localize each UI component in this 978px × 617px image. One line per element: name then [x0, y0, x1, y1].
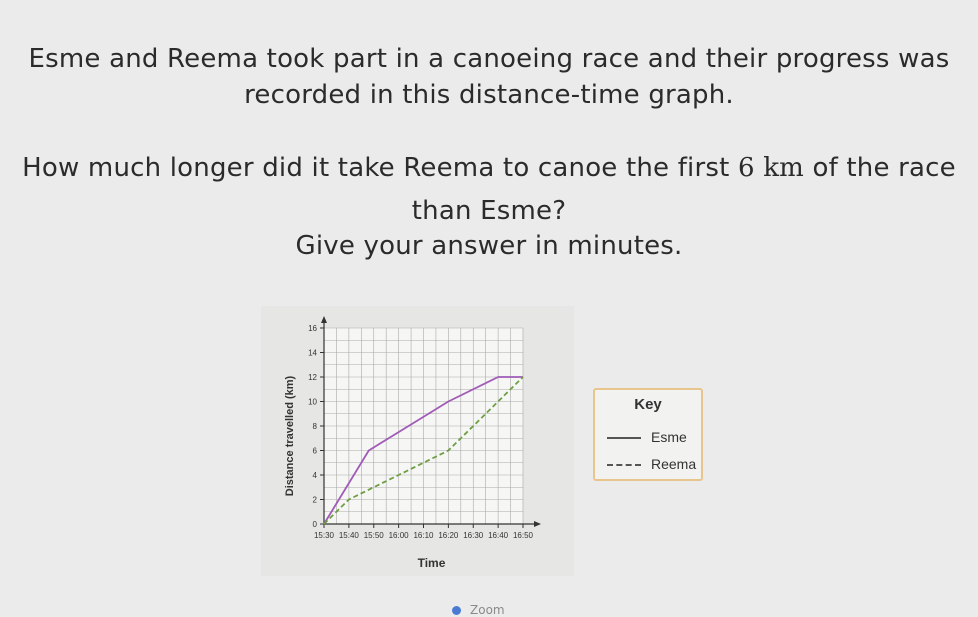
- x-tick-label: 16:10: [413, 531, 434, 540]
- zoom-control[interactable]: [452, 603, 505, 617]
- y-axis-label: Distance travelled (km): [284, 375, 296, 497]
- x-tick-label: 15:30: [313, 531, 335, 540]
- key-row-esme: [605, 428, 697, 448]
- y-tick-label: 6: [312, 446, 317, 456]
- question-line-2: recorded in this distance-time graph.: [244, 80, 734, 110]
- x-tick-label: 15:40: [338, 531, 359, 540]
- y-tick-label: 10: [308, 397, 317, 407]
- question-line-3-start: How much longer did it take Reema to canoe the first: [22, 153, 738, 183]
- x-axis-arrow: [534, 521, 541, 527]
- distance-time-chart: [261, 306, 574, 576]
- y-axis-arrow: [321, 316, 327, 323]
- y-tick-label: 4: [312, 471, 317, 480]
- x-tick-label: 16:00: [388, 531, 409, 540]
- reema-line-swatch: [607, 464, 641, 466]
- key-label-reema: Reema: [651, 456, 697, 472]
- y-tick-label: 12: [308, 373, 317, 382]
- y-tick-label: 8: [312, 422, 317, 431]
- distance-math: 6 km: [737, 153, 805, 183]
- y-tick-label: 0: [312, 520, 317, 529]
- x-tick-label: 16:30: [463, 531, 484, 540]
- x-tick-label: 16:50: [512, 531, 534, 540]
- question-line-3-end: of the race: [804, 153, 956, 183]
- y-tick-label: 14: [308, 348, 317, 358]
- key-row-reema: [605, 455, 697, 475]
- question-line-1: Esme and Reema took part in a canoeing race and their progress was: [28, 44, 950, 74]
- chart-panel: [261, 306, 574, 576]
- zoom-icon: [452, 606, 461, 615]
- x-tick-label: 16:40: [488, 531, 509, 540]
- question-line-4: than Esme?: [411, 196, 567, 226]
- zoom-label: Zoom: [470, 603, 505, 617]
- question-line-3: [0, 151, 978, 185]
- x-tick-label: 15:50: [363, 531, 384, 540]
- question-line-5: Give your answer in minutes.: [295, 231, 683, 261]
- key-title: Key: [634, 396, 662, 413]
- x-axis-label: Time: [417, 556, 446, 570]
- x-tick-label: 16:20: [438, 531, 459, 540]
- esme-line-swatch: [607, 437, 641, 439]
- key-box: [593, 388, 703, 481]
- y-tick-label: 2: [312, 495, 317, 505]
- key-label-esme: Esme: [651, 429, 687, 445]
- y-tick-label: 16: [308, 324, 317, 333]
